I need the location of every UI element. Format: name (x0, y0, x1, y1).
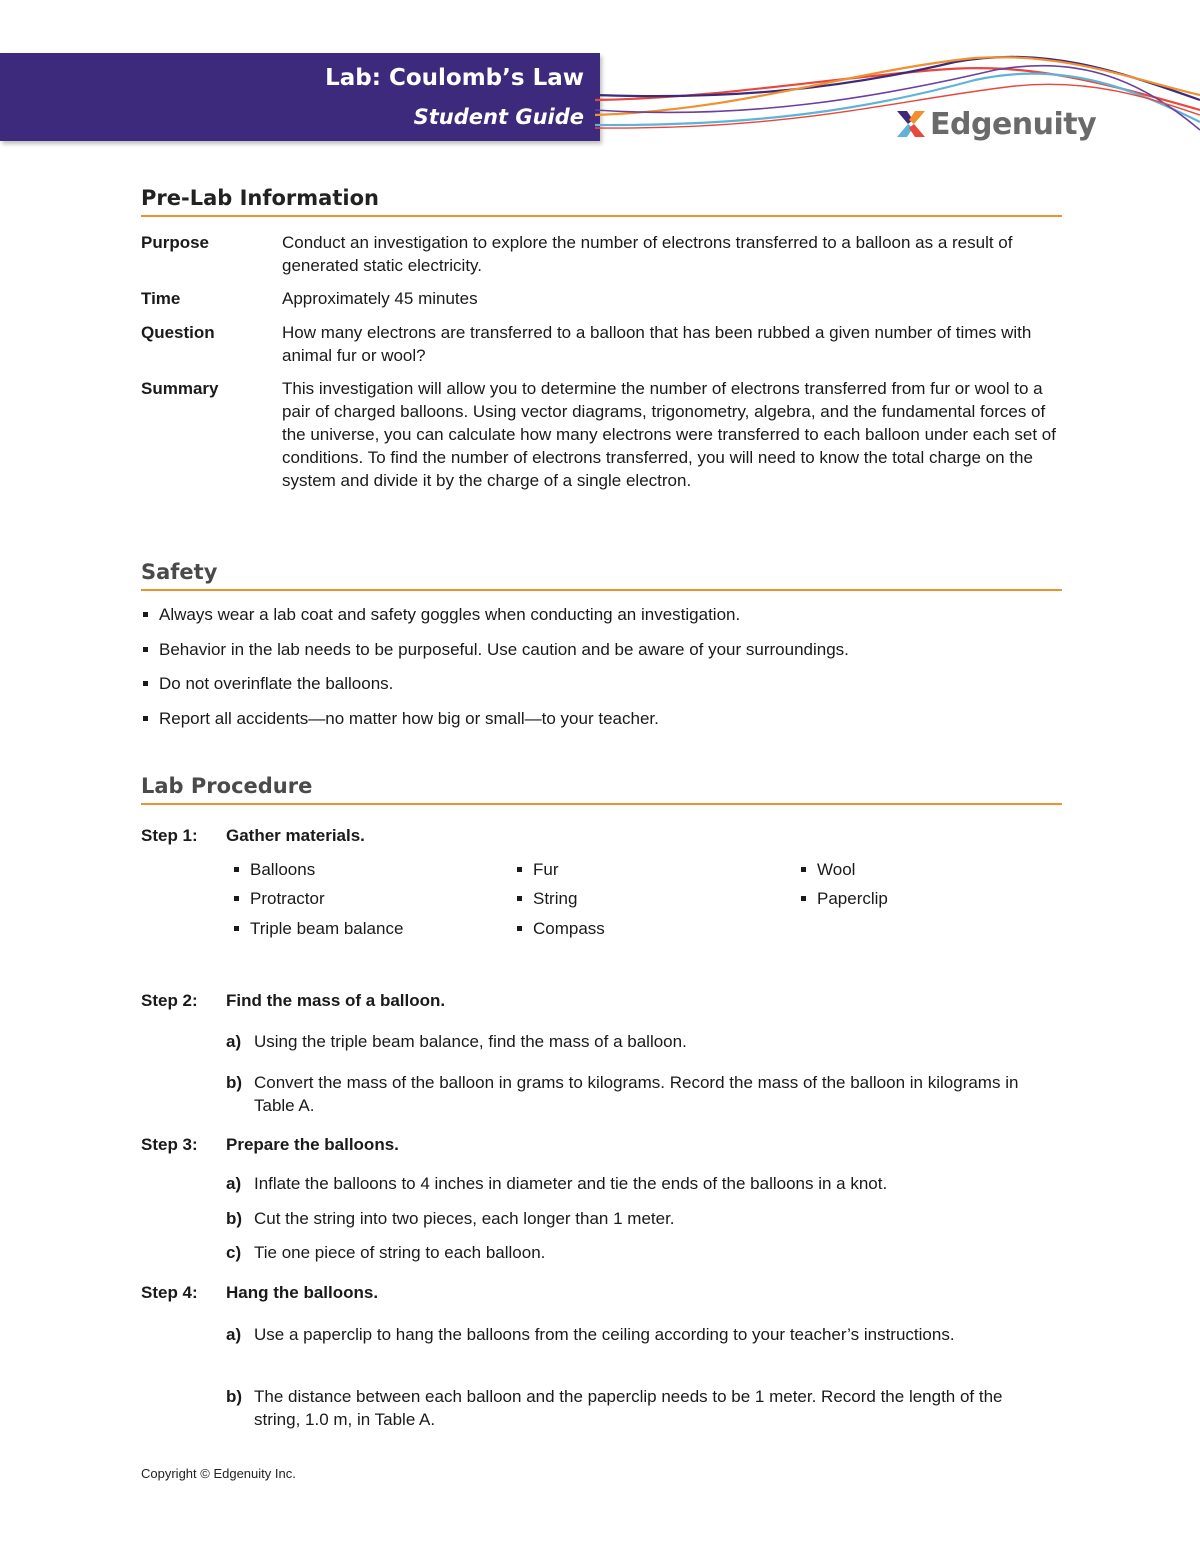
step-1-heading (141, 824, 365, 847)
safety-heading: Safety (141, 560, 1062, 591)
step-number: Step 1: (141, 826, 198, 845)
sub-letter: c) (226, 1243, 242, 1262)
step-3b (226, 1207, 1046, 1230)
safety-item: Report all accidents—no matter how big or small—to your teacher. (141, 707, 1062, 730)
step-2a (226, 1030, 1046, 1053)
safety-list (141, 603, 1062, 741)
title-banner (0, 53, 600, 141)
time-label: Time (141, 289, 181, 308)
sub-text: Convert the mass of the balloon in grams to kilograms. Record the mass of the balloon in kilograms in Table A. (254, 1073, 1019, 1115)
procedure-heading: Lab Procedure (141, 774, 1062, 805)
document-title: Lab: Coulomb’s Law (325, 65, 584, 91)
material-item: Compass (515, 917, 605, 940)
material-item: Triple beam balance (232, 917, 403, 940)
step-2b (226, 1071, 1046, 1117)
edgenuity-logo (894, 104, 1096, 144)
sub-text: The distance between each balloon and the paperclip needs to be 1 meter. Record the length of the string, 1.0 m, in Table A. (254, 1387, 1003, 1429)
document-subtitle: Student Guide (413, 105, 584, 129)
summary-label: Summary (141, 379, 219, 398)
material-item: Balloons (232, 858, 315, 881)
time-value: Approximately 45 minutes (282, 289, 478, 308)
logo-text: Edgenuity (930, 106, 1097, 142)
sub-letter: a) (226, 1174, 242, 1193)
summary-value: This investigation will allow you to determine the number of electrons transferred from fur or wool to a pair of charged balloons. Using vector diagrams, trigonometry, algebra, and the fundamental forces of the universe, you can calculate how many electrons were transferred to each balloon under each set of conditions. To find the number of electrons transferred, you will need to know the total charge on the system and divide it by the charge of a single electron. (282, 379, 1056, 490)
material-item: Protractor (232, 887, 325, 910)
copyright-notice: Copyright © Edgenuity Inc. (141, 1466, 296, 1481)
sub-text: Cut the string into two pieces, each longer than 1 meter. (254, 1209, 675, 1228)
step-4a (226, 1323, 1046, 1346)
question-label: Question (141, 323, 215, 342)
sub-letter: b) (226, 1387, 243, 1406)
sub-text: Tie one piece of string to each balloon. (254, 1243, 546, 1262)
step-number: Step 4: (141, 1283, 198, 1302)
step-4-heading (141, 1281, 378, 1304)
material-item: Fur (515, 858, 559, 881)
sub-letter: b) (226, 1073, 243, 1092)
step-2-heading (141, 989, 445, 1012)
question-value: How many electrons are transferred to a balloon that has been rubbed a given number of times with animal fur or wool? (282, 323, 1032, 365)
step-3c (226, 1241, 1046, 1264)
prelab-heading: Pre-Lab Information (141, 186, 1062, 217)
step-3a (226, 1172, 1046, 1195)
safety-item: Behavior in the lab needs to be purposeful. Use caution and be aware of your surroundings. (141, 638, 1062, 661)
material-item: String (515, 887, 577, 910)
step-title: Hang the balloons. (226, 1283, 379, 1302)
step-4b (226, 1385, 1046, 1431)
sub-text: Inflate the balloons to 4 inches in diameter and tie the ends of the balloons in a knot. (254, 1174, 888, 1193)
step-number: Step 3: (141, 1135, 198, 1154)
step-title: Prepare the balloons. (226, 1135, 399, 1154)
sub-text: Use a paperclip to hang the balloons from the ceiling according to your teacher’s instructions. (254, 1325, 955, 1344)
material-item: Wool (799, 858, 855, 881)
step-title: Find the mass of a balloon. (226, 991, 446, 1010)
sub-letter: a) (226, 1032, 242, 1051)
sub-letter: a) (226, 1325, 242, 1344)
step-title: Gather materials. (226, 826, 365, 845)
material-item: Paperclip (799, 887, 888, 910)
step-number: Step 2: (141, 991, 198, 1010)
purpose-label: Purpose (141, 233, 210, 252)
sub-text: Using the triple beam balance, find the mass of a balloon. (254, 1032, 687, 1051)
sub-letter: b) (226, 1209, 243, 1228)
step-3-heading (141, 1133, 399, 1156)
edgenuity-x-icon (894, 107, 928, 141)
purpose-value: Conduct an investigation to explore the number of electrons transferred to a balloon as a result of generated static electricity. (282, 233, 1013, 275)
safety-item: Always wear a lab coat and safety goggles when conducting an investigation. (141, 603, 1062, 626)
safety-item: Do not overinflate the balloons. (141, 672, 1062, 695)
